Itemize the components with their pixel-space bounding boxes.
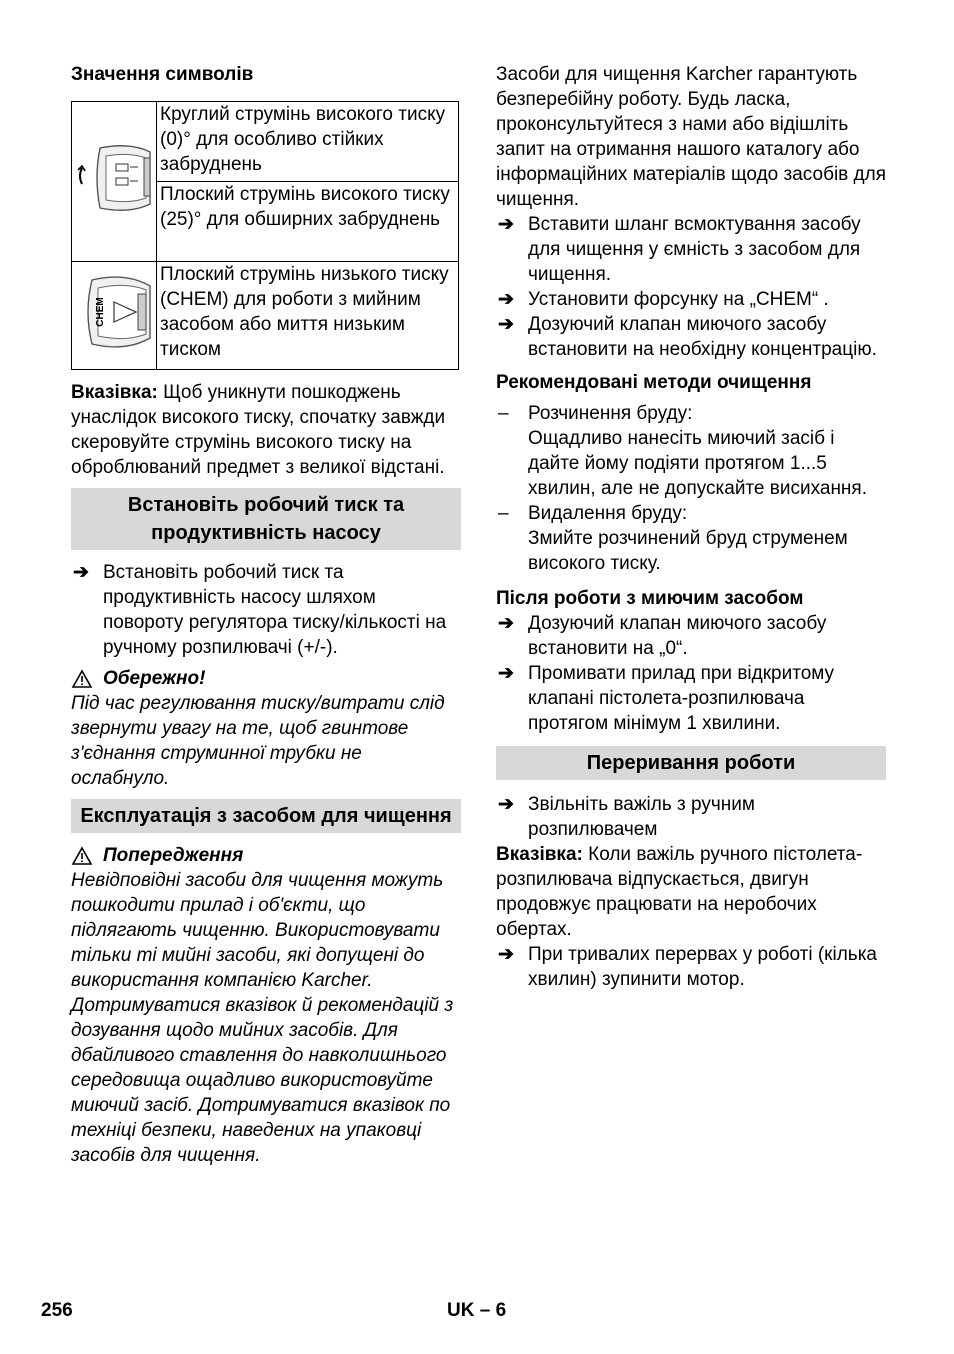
note-label: Вказівка:	[71, 382, 158, 403]
pressure-section-heading: Встановіть робочий тиск та продуктивність насосу	[71, 488, 461, 550]
after-step-1: ➔ Дозуючий клапан миючого засобу встановити на „0“.	[498, 613, 827, 659]
interrupt-note: Вказівка: Коли важіль ручного пістолета-розпилювача відпускається, двигун продовжує працювати на неробочих обертах.	[496, 844, 863, 940]
pressure-step-text: Встановіть робочий тиск та продуктивність насосу шляхом повороту регулятора тиску/кількості на ручному розпилювачі (+/-).	[103, 562, 447, 658]
dash-icon: –	[498, 503, 509, 524]
arrow-icon: ➔	[498, 663, 514, 684]
warning-text: Невідповідні засоби для чищення можуть пошкодити прилад і об'єкти, що підлягають чищенню. Використовувати тільки ті мийні засоби, які допущені до використання компанією Karcher. Дотримуватися вказівок й рекомендацій з дозування щодо мийних засобів. Для дбайливого ставлення до навколишнього середовища ощадливо використовуйте миючий засіб. Дотримуватися вказівок по техніці безпеки, наведених на упаковці засобів для чищення.	[71, 870, 454, 1166]
interrupt-section-heading: Переривання роботи	[496, 746, 886, 780]
arrow-icon: ➔	[498, 214, 514, 235]
symbol-row-flat-jet: Плоский струмінь високого тиску (25)° для обширних забруднень	[157, 182, 459, 262]
right-column	[496, 62, 886, 992]
arrow-icon: ➔	[498, 314, 514, 335]
chem-label: CHEM	[95, 297, 106, 327]
pressure-step	[71, 560, 461, 660]
note-paragraph	[71, 380, 461, 480]
left-column	[71, 62, 461, 1168]
intro-text: Засоби для чищення Karcher гарантують безперебійну роботу. Будь ласка, проконсультуйтеся з нами або відішліть запит на отримання нашого каталогу або інформаційних матеріалів щодо засобів для чищення.	[496, 64, 887, 210]
detergent-step-3: ➔ Дозуючий клапан миючого засобу встановити на необхідну концентрацію.	[498, 314, 877, 360]
arrow-icon: ➔	[498, 289, 514, 310]
method-text-1: Ощадливо нанесіть миючий засіб і дайте йому подіяти протягом 1...5 хвилин, але не допускайте висихання.	[528, 428, 867, 499]
detergent-step-2: ➔ Установити форсунку на „CHEM“ .	[498, 289, 829, 310]
caution-text: Під час регулювання тиску/витрати слід звернути увагу на те, щоб гвинтове з'єднання струминної трубки не ослабнуло.	[71, 693, 445, 789]
final-step: ➔ При тривалих перервах у роботі (кілька хвилин) зупинити мотор.	[498, 944, 877, 990]
arrow-icon: ➔	[498, 944, 514, 965]
nozzle-chem-icon	[72, 262, 156, 362]
after-step-2: ➔ Промивати прилад при відкритому клапані пістолета-розпилювача протягом мінімум 1 хвилини.	[498, 663, 835, 734]
nozzle-rotate-icon	[72, 128, 156, 228]
dash-icon: –	[498, 403, 509, 424]
arrow-icon: ➔	[498, 613, 514, 634]
page-number: 256	[41, 1300, 73, 1321]
caution-heading	[71, 666, 461, 691]
note-text: Щоб уникнути пошкоджень унаслідок високого тиску, спочатку завжди скеровуйте струмінь високого тиску на оброблюваний предмет з великої відстані.	[71, 382, 446, 478]
symbols-heading: Значення символів	[71, 64, 254, 85]
after-heading: Після роботи з миючим засобом	[496, 588, 804, 609]
section-label: UK – 6	[447, 1300, 507, 1321]
detergent-step-1: ➔ Вставити шланг всмоктування засобу для чищення у ємність з засобом для чищення.	[498, 214, 861, 285]
warning-triangle-icon	[71, 669, 93, 689]
methods-heading: Рекомендовані методи очищення	[496, 372, 812, 393]
note-label: Вказівка:	[496, 844, 583, 865]
nozzle-high-pressure-image	[72, 102, 157, 262]
method-item-2: – Видалення бруду:	[498, 503, 688, 524]
arrow-icon: ➔	[498, 794, 514, 815]
interrupt-step: ➔ Звільніть важіль з ручним розпилювачем	[498, 794, 755, 840]
nozzle-chem-image	[72, 262, 157, 370]
warning-label: Попередження	[103, 845, 244, 866]
method-text-2: Змийте розчинений бруд струменем високого тиску.	[528, 528, 848, 574]
warning-heading	[71, 843, 461, 868]
method-item-1: – Розчинення бруду:	[498, 403, 693, 424]
caution-label: Обережно!	[103, 668, 206, 689]
symbol-row-low-pressure: Плоский струмінь низького тиску (CHEM) для роботи з мийним засобом або миття низьким тиском	[157, 262, 459, 370]
symbols-table	[71, 101, 459, 370]
symbol-row-round-jet: Круглий струмінь високого тиску (0)° для особливо стійких забруднень	[157, 102, 459, 182]
arrow-icon: ➔	[73, 562, 89, 583]
detergent-section-heading: Експлуатація з засобом для чищення	[71, 799, 461, 833]
warning-triangle-icon	[71, 846, 93, 866]
